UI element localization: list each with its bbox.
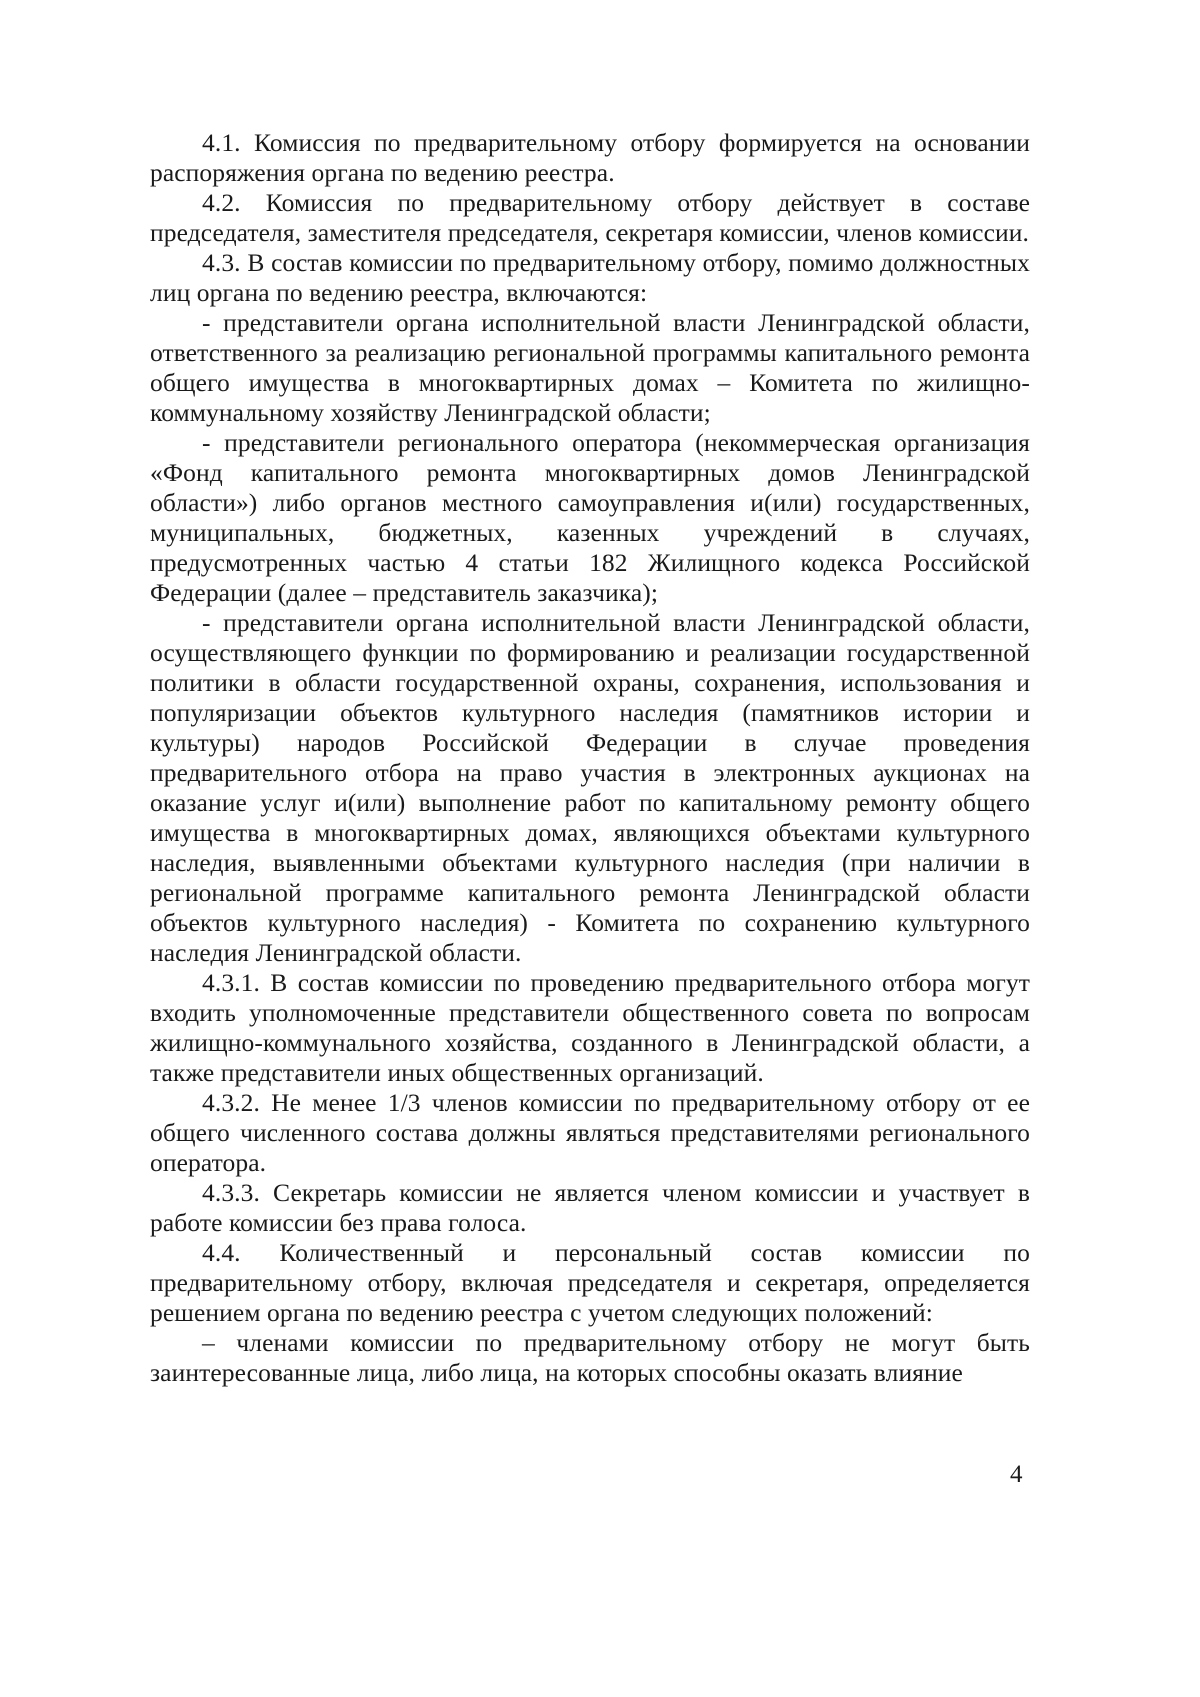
- paragraph-4-1: 4.1. Комиссия по предварительному отбору формируется на основании распоряжения органа по ведению реестра.: [150, 128, 1030, 187]
- paragraph-4-3-3: 4.3.3. Секретарь комиссии не является членом комиссии и участвует в работе комиссии без права голоса.: [150, 1178, 1030, 1237]
- paragraph-4-4-item-1: – членами комиссии по предварительному отбору не могут быть заинтересованные лица, либо лица, на которых способны оказать влияние: [150, 1328, 1030, 1387]
- paragraph-4-4: 4.4. Количественный и персональный состав комиссии по предварительному отбору, включая председателя и секретаря, определяется решением органа по ведению реестра с учетом следующих положений:: [150, 1238, 1030, 1327]
- paragraph-4-3-item-3: - представители органа исполнительной власти Ленинградской области, осуществляющего функции по формированию и реализации государственной политики в области государственной охраны, сохранения, использования и популяризации объектов культурного наследия (памятников истории и культуры) народов Российской Федерации в случае проведения предварительного отбора на право участия в электронных аукционах на оказание услуг и(или) выполнение работ по капитальному ремонту общего имущества в многоквартирных домах, являющихся объектами культурного наследия, выявленными объектами культурного наследия (при наличии в региональной программе капитального ремонта Ленинградской области объектов культурного наследия) - Комитета по сохранению культурного наследия Ленинградской области.: [150, 608, 1030, 967]
- paragraph-4-3-2: 4.3.2. Не менее 1/3 членов комиссии по предварительному отбору от ее общего численного состава должны являться представителями регионального оператора.: [150, 1088, 1030, 1177]
- paragraph-4-2: 4.2. Комиссия по предварительному отбору действует в составе председателя, заместителя председателя, секретаря комиссии, членов комиссии.: [150, 188, 1030, 247]
- paragraph-4-3-item-1: - представители органа исполнительной власти Ленинградской области, ответственного за реализацию региональной программы капитального ремонта общего имущества в многоквартирных домах – Комитета по жилищно-коммунальному хозяйству Ленинградской области;: [150, 308, 1030, 427]
- paragraph-4-3-1: 4.3.1. В состав комиссии по проведению предварительного отбора могут входить уполномоченные представители общественного совета по вопросам жилищно-коммунального хозяйства, созданного в Ленинградской области, а также представители иных общественных организаций.: [150, 968, 1030, 1087]
- document-body: [150, 128, 1030, 1388]
- paragraph-4-3-item-2: - представители регионального оператора (некоммерческая организация «Фонд капитального ремонта многоквартирных домов Ленинградской области») либо органов местного самоуправления и(или) государственных, муниципальных, бюджетных, казенных учреждений в случаях, предусмотренных частью 4 статьи 182 Жилищного кодекса Российской Федерации (далее – представитель заказчика);: [150, 428, 1030, 607]
- page-number: 4: [1010, 1461, 1023, 1488]
- paragraph-4-3: 4.3. В состав комиссии по предварительному отбору, помимо должностных лиц органа по ведению реестра, включаются:: [150, 248, 1030, 307]
